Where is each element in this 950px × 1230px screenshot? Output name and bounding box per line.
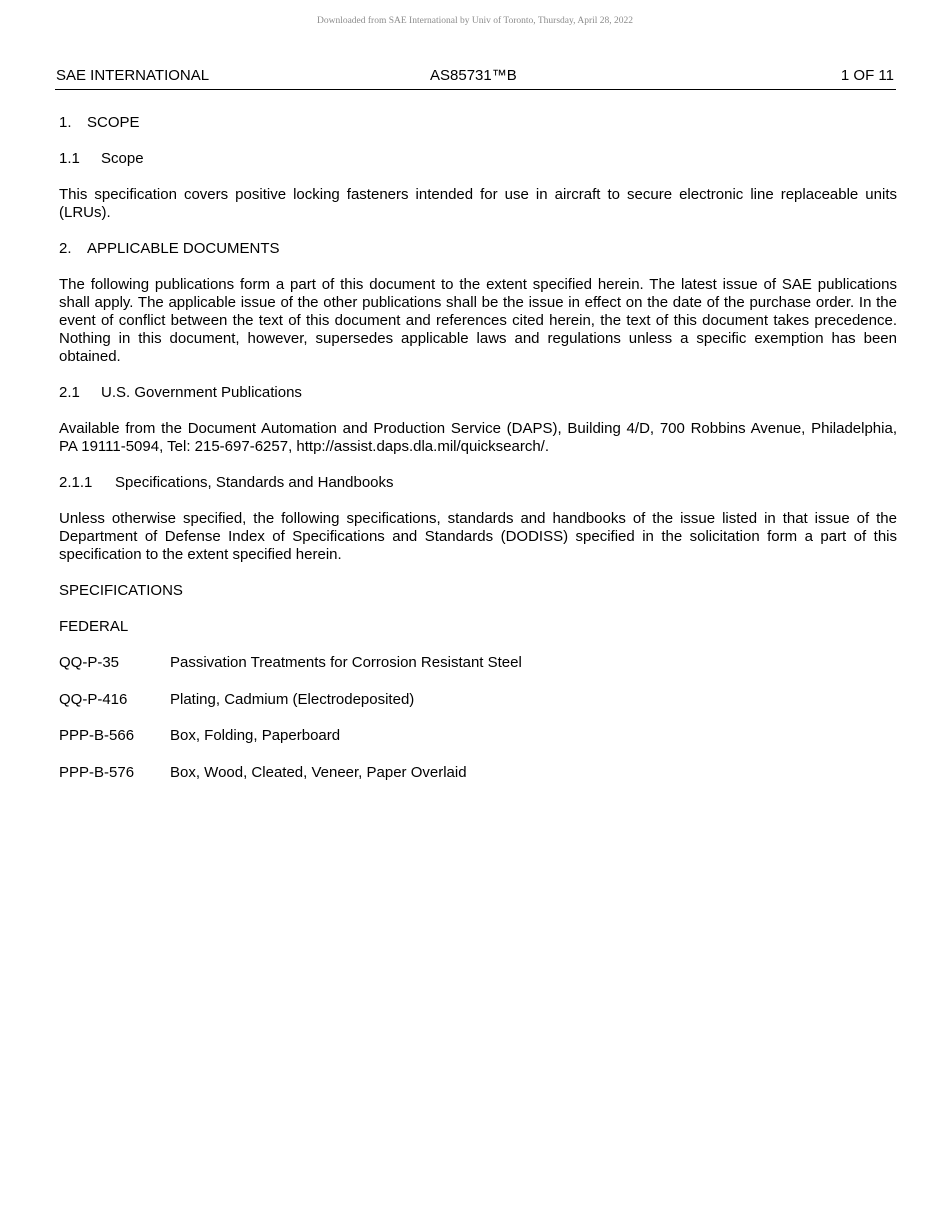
specifications-label: SPECIFICATIONS <box>59 582 183 599</box>
section-number: 1. <box>59 114 72 131</box>
reference-code: QQ-P-416 <box>59 690 128 708</box>
reference-title: Passivation Treatments for Corrosion Resistant Steel <box>170 654 522 671</box>
section-title: Specifications, Standards and Handbooks <box>115 474 394 491</box>
section-1-heading <box>59 114 897 132</box>
section-2-1-paragraph: Available from the Document Automation and Production Service (DAPS), Building 4/D, 700 Robbins Avenue, Philadelphia, PA 19111-5094, Tel: 215-697-6257, http://assist.daps.dla.mil/quicksearch/. <box>59 420 897 455</box>
section-2-1-heading <box>59 384 897 402</box>
section-number: 2.1.1 <box>59 474 93 491</box>
section-title: Scope <box>101 150 144 167</box>
reference-row <box>59 654 897 672</box>
download-watermark: Downloaded from SAE International by Univ of Toronto, Thursday, April 28, 2022 <box>316 16 634 26</box>
reference-code: QQ-P-35 <box>59 654 120 671</box>
section-number: 2.1 <box>59 384 80 401</box>
reference-row <box>59 764 897 782</box>
header-page-number: 1 OF 11 <box>840 67 894 84</box>
reference-row <box>59 691 897 709</box>
section-number: 2. <box>59 240 72 257</box>
reference-title: Box, Wood, Cleated, Veneer, Paper Overlaid <box>170 763 467 781</box>
section-title: APPLICABLE DOCUMENTS <box>87 240 280 257</box>
section-2-heading <box>59 240 897 258</box>
federal-label: FEDERAL <box>59 618 129 635</box>
reference-title: Box, Folding, Paperboard <box>170 727 341 744</box>
reference-code: PPP-B-576 <box>59 763 135 781</box>
section-1-1-paragraph: This specification covers positive locking fasteners intended for use in aircraft to secure electronic line replaceable units (LRUs). <box>59 186 897 221</box>
section-number: 1.1 <box>59 150 80 167</box>
section-2-1-1-heading <box>59 474 897 492</box>
section-title: U.S. Government Publications <box>101 384 302 401</box>
header-organization: SAE INTERNATIONAL <box>56 67 210 84</box>
section-2-1-1-paragraph: Unless otherwise specified, the following specifications, standards and handbooks of the issue listed in that issue of the Department of Defense Index of Specifications and Standards (DODISS) specified in the solicitation form a part of this specification to the extent specified herein. <box>59 510 897 563</box>
reference-row <box>59 727 897 745</box>
reference-title: Plating, Cadmium (Electrodeposited) <box>170 690 415 708</box>
section-title: SCOPE <box>87 114 140 131</box>
section-2-paragraph: The following publications form a part of this document to the extent specified herein. The latest issue of SAE publications shall apply. The applicable issue of the other publications shall be the issue in effect on the date of the purchase order. In the event of conflict between the text of this document and references cited herein, the text of this document takes precedence. Nothing in this document, however, supersedes applicable laws and regulations unless a specific exemption has been obtained. <box>59 276 897 365</box>
page-header <box>55 67 896 90</box>
document-body <box>59 114 897 800</box>
reference-code: PPP-B-566 <box>59 727 135 744</box>
section-1-1-heading <box>59 150 897 168</box>
header-doc-id: AS85731™B <box>430 67 517 84</box>
